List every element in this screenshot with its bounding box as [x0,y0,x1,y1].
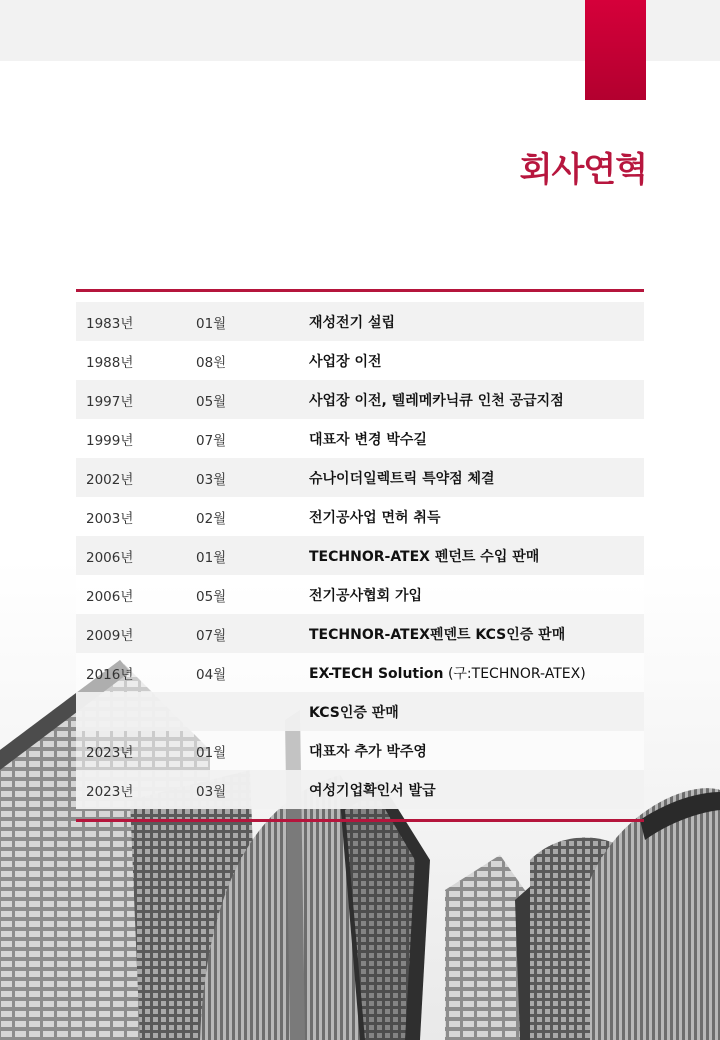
history-event [309,780,644,800]
history-row [76,458,644,497]
history-year: 1983년 [86,315,134,332]
history-event [309,702,644,722]
history-year: 2009년 [86,627,134,644]
history-event-text: 대표자 추가 박주영 [309,743,427,760]
history-month: 01월 [196,315,227,332]
history-year: 2003년 [86,510,134,527]
history-event [309,663,644,683]
history-event-text: KCS인증 판매 [309,704,399,721]
history-month: 08원 [196,354,227,371]
history-month: 07월 [196,432,227,449]
history-event [309,741,644,761]
history-month: 03월 [196,783,227,800]
history-month: 04월 [196,666,227,683]
history-month: 07월 [196,627,227,644]
history-row [76,575,644,614]
history-event [309,546,644,566]
history-event-text: TECHNOR-ATEX 펜던트 수입 판매 [309,548,540,565]
history-row [76,692,644,731]
history-event-text: 사업장 이전, 텔레메카닉큐 인천 공급지점 [309,392,564,409]
history-event-text: 재성전기 설립 [309,314,396,331]
history-row [76,536,644,575]
accent-block [585,0,646,100]
history-year: 1988년 [86,354,134,371]
history-event-text: 대표자 변경 박수길 [309,431,427,448]
history-event-text: 여성기업확인서 발급 [309,782,436,799]
history-month: 01월 [196,549,227,566]
page-title: 회사연혁 [519,150,647,190]
history-event-text: 전기공사업 면허 취득 [309,509,441,526]
history-event [309,429,644,449]
history-event-text: TECHNOR-ATEX펜덴트 KCS인증 판매 [309,626,566,643]
history-event [309,468,644,488]
history-event-text: 슈나이더일렉트릭 특약점 체결 [309,470,495,487]
history-row [76,653,644,692]
history-event [309,312,644,332]
history-month: 03월 [196,471,227,488]
history-table [76,289,644,822]
history-event [309,507,644,527]
history-event [309,351,644,371]
history-year: 2006년 [86,549,134,566]
history-row [76,380,644,419]
history-event-text: EX-TECH Solution [309,665,444,682]
history-event [309,390,644,410]
history-row [76,614,644,653]
history-event-text: 전기공사협회 가입 [309,587,423,604]
history-month: 02월 [196,510,227,527]
history-row [76,497,644,536]
history-event-text: 사업장 이전 [309,353,382,370]
history-row [76,419,644,458]
history-month: 05월 [196,393,227,410]
history-row [76,770,644,809]
history-event [309,585,644,605]
history-year: 1999년 [86,432,134,449]
history-year: 2023년 [86,744,134,761]
history-month: 05월 [196,588,227,605]
history-event-note: (구:TECHNOR-ATEX) [443,665,586,682]
history-year: 2002년 [86,471,134,488]
history-month: 01월 [196,744,227,761]
history-row [76,731,644,770]
history-year: 2023년 [86,783,134,800]
history-row [76,302,644,341]
history-year: 1997년 [86,393,134,410]
history-row [76,341,644,380]
history-event [309,624,644,644]
history-year: 2006년 [86,588,134,605]
history-year: 2016년 [86,666,134,683]
